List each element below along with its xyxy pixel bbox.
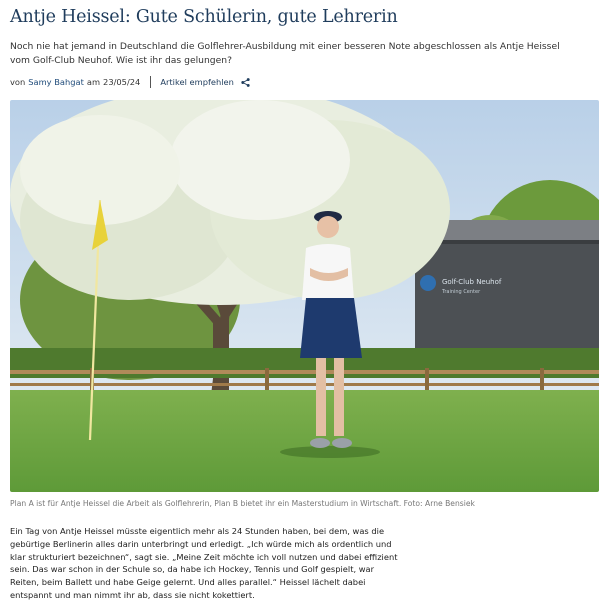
clubhouse-sign-sub: Training Center xyxy=(442,289,481,295)
author-link[interactable]: Samy Bahgat xyxy=(28,77,84,87)
article-photo xyxy=(10,100,599,492)
share-article-link[interactable] xyxy=(160,77,249,87)
clubhouse-sign: Golf-Club Neuhof xyxy=(442,278,502,286)
article-title: Antje Heissel: Gute Schülerin, gute Lehrerin xyxy=(10,7,398,27)
publish-date: 23/05/24 xyxy=(103,77,141,87)
photo-illustration xyxy=(10,100,599,492)
putting-green xyxy=(10,390,599,492)
share-label: Artikel empfehlen xyxy=(160,77,234,87)
on-label: am xyxy=(86,77,101,87)
article-body: Ein Tag von Antje Heissel müsste eigentlich mehr als 24 Stunden haben, bei dem, was die gebürtige Berlinerin alles darin unterbringt und erledigt. „Ich würde mich als ordentlich und klar strukturiert bezeichnen“, sagt sie. „Meine Zeit möchte ich voll nutzen und dabei effizient sein. Das war schon in der Schule so, da habe ich Hockey, Tennis und Golf gespielt, war Reiten, beim Ballett und habe Geige gelernt. Und alles parallel.“ Heissel lächelt dabei entspannt und man nimmt ihr ab, dass sie nicht kokettiert. xyxy=(10,526,398,600)
photo-caption: Plan A ist für Antje Heissel die Arbeit als Golflehrerin, Plan B bietet ihr ein Masterstudium in Wirtschaft. Foto: Arne Bensiek xyxy=(10,499,475,508)
clubhouse-building xyxy=(415,220,599,370)
meta-divider xyxy=(150,76,151,88)
by-label: von xyxy=(10,77,26,87)
article-lead: Noch nie hat jemand in Deutschland die Golflehrer-Ausbildung mit einer besseren Note abgeschlossen als Antje Heissel vom Golf-Club Neuhof. Wie ist ihr das gelungen? xyxy=(10,41,560,66)
article-meta xyxy=(10,76,250,88)
share-icon xyxy=(241,78,250,87)
